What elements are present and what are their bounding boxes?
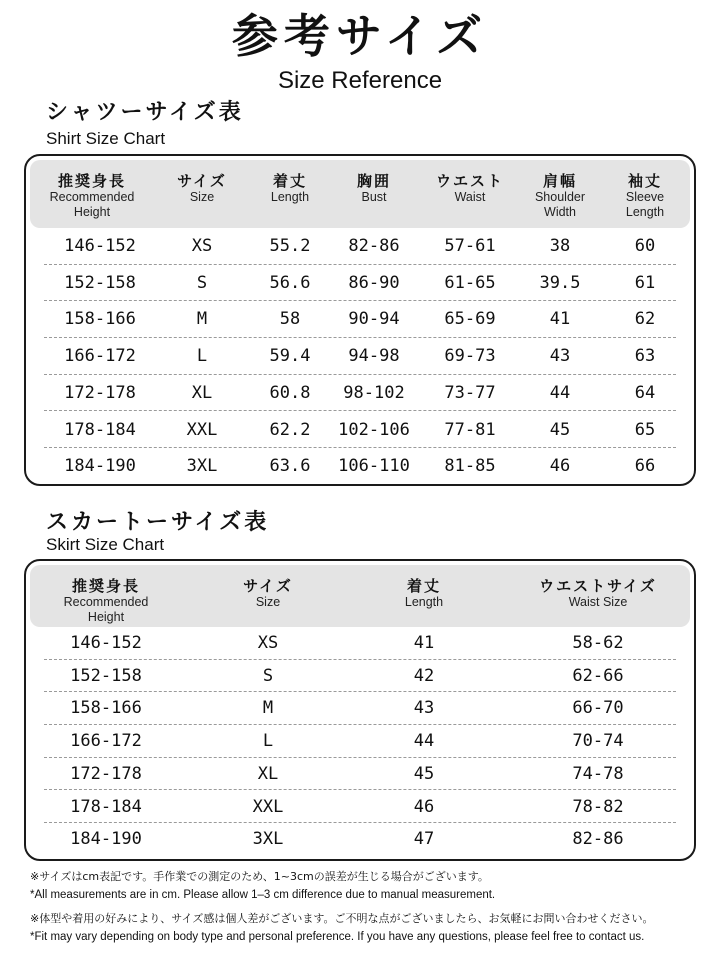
- note-measurement-jp: ※サイズはcm表記です。手作業での測定のため、1~3cmの誤差が生じる場合がございます。: [30, 870, 489, 883]
- skirt-cell-1: XS: [257, 633, 279, 653]
- shirt-cell-3: 86-90: [348, 272, 400, 293]
- shirt-cell-2: 55.2: [269, 236, 311, 256]
- shirt-header-6: [610, 160, 680, 220]
- skirt-cell-0: 146-152: [70, 633, 142, 653]
- skirt-header-en: Size: [255, 595, 281, 609]
- skirt-header-0: [46, 565, 166, 625]
- skirt-cell-3: 66-70: [572, 698, 624, 719]
- shirt-cell-4: 61-65: [444, 272, 496, 293]
- shirt-cell-0: 166-172: [64, 346, 136, 367]
- skirt-cell-3: 62-66: [572, 665, 624, 686]
- shirt-cell-3: 102-106: [338, 419, 410, 440]
- skirt-header-en: Length: [404, 595, 444, 609]
- shirt-chart-title: シャツーサイズ表: [46, 99, 244, 125]
- shirt-cell-1: 3XL: [186, 456, 218, 477]
- shirt-cell-0: 178-184: [64, 419, 136, 440]
- skirt-cell-1: S: [262, 665, 274, 686]
- skirt-size-table: [24, 559, 696, 861]
- table-row: [44, 301, 676, 338]
- table-row: [44, 627, 676, 660]
- table-row: [44, 725, 676, 758]
- shirt-header-en: Waist: [454, 190, 486, 204]
- skirt-cell-3: 70-74: [572, 731, 624, 752]
- skirt-header-2: [374, 565, 474, 610]
- shirt-cell-6: 65: [634, 419, 656, 440]
- skirt-cell-1: XL: [257, 763, 279, 784]
- shirt-cell-1: M: [196, 309, 208, 330]
- shirt-cell-4: 77-81: [444, 419, 496, 440]
- shirt-cell-3: 90-94: [348, 309, 400, 330]
- shirt-cell-1: S: [196, 272, 208, 293]
- shirt-cell-3: 94-98: [348, 346, 400, 367]
- shirt-cell-2: 63.6: [269, 456, 311, 477]
- shirt-cell-5: 46: [549, 456, 571, 477]
- shirt-cell-0: 172-178: [64, 382, 136, 403]
- shirt-cell-6: 60: [634, 236, 656, 256]
- skirt-cell-1: M: [262, 698, 274, 719]
- skirt-cell-0: 152-158: [70, 665, 142, 686]
- table-row: [44, 448, 676, 485]
- shirt-header-jp: 袖丈: [627, 172, 662, 190]
- shirt-cell-5: 43: [549, 346, 571, 367]
- shirt-header-jp: 肩幅: [542, 172, 577, 190]
- skirt-cell-2: 47: [413, 829, 435, 850]
- shirt-cell-0: 152-158: [64, 272, 136, 293]
- skirt-chart-title: スカートーサイズ表: [46, 509, 270, 535]
- shirt-header-en: Recommended Height: [49, 190, 135, 219]
- shirt-cell-4: 81-85: [444, 456, 496, 477]
- skirt-cell-0: 158-166: [70, 698, 142, 719]
- shirt-cell-0: 146-152: [64, 236, 136, 256]
- table-row: [44, 228, 676, 265]
- skirt-cell-3: 74-78: [572, 763, 624, 784]
- skirt-cell-2: 45: [413, 763, 435, 784]
- skirt-cell-2: 44: [413, 731, 435, 752]
- shirt-cell-5: 44: [549, 382, 571, 403]
- table-row: [44, 791, 676, 824]
- shirt-header-jp: 推奨身長: [57, 172, 126, 190]
- note-fit-en: *Fit may vary depending on body type and personal preference. If you have any questions, please feel free to contact us.: [30, 931, 645, 943]
- shirt-header-5: [520, 160, 600, 220]
- shirt-cell-6: 62: [634, 309, 656, 330]
- shirt-cell-3: 82-86: [348, 236, 400, 256]
- shirt-cell-4: 69-73: [444, 346, 496, 367]
- skirt-header-jp: 推奨身長: [71, 577, 140, 595]
- shirt-size-table: [24, 154, 696, 486]
- shirt-table-header: [30, 160, 690, 228]
- shirt-cell-1: XXL: [186, 419, 218, 440]
- skirt-cell-0: 172-178: [70, 763, 142, 784]
- shirt-header-0: [37, 160, 147, 220]
- skirt-cell-0: 166-172: [70, 731, 142, 752]
- shirt-header-4: [425, 160, 515, 205]
- table-row: [44, 660, 676, 693]
- skirt-cell-0: 184-190: [70, 829, 142, 850]
- shirt-header-jp: 着丈: [272, 172, 307, 190]
- skirt-header-1: [218, 565, 318, 610]
- shirt-cell-2: 58: [279, 309, 301, 330]
- shirt-cell-2: 59.4: [269, 346, 311, 367]
- shirt-chart-subtitle: Shirt Size Chart: [46, 129, 166, 148]
- shirt-cell-6: 64: [634, 382, 656, 403]
- note-measurement-en: *All measurements are in cm. Please allow 1–3 cm difference due to manual measurement.: [30, 889, 496, 901]
- shirt-cell-4: 73-77: [444, 382, 496, 403]
- skirt-table-header: [30, 565, 690, 627]
- shirt-cell-6: 61: [634, 272, 656, 293]
- skirt-header-jp: サイズ: [243, 577, 293, 595]
- shirt-cell-5: 38: [549, 236, 571, 256]
- table-row: [44, 823, 676, 856]
- shirt-header-3: [334, 160, 414, 205]
- page-title: 参考サイズ: [231, 9, 489, 63]
- table-row: [44, 692, 676, 725]
- shirt-header-jp: ウエスト: [435, 172, 504, 190]
- table-row: [44, 338, 676, 375]
- note-fit-jp: ※体型や着用の好みにより、サイズ感は個人差がございます。ご不明な点がございましたら、お気軽にお問い合わせください。: [30, 912, 654, 925]
- skirt-cell-1: 3XL: [252, 829, 284, 850]
- shirt-header-2: [250, 160, 330, 205]
- shirt-header-jp: サイズ: [177, 172, 227, 190]
- shirt-cell-2: 60.8: [269, 382, 311, 403]
- shirt-cell-1: XL: [191, 382, 213, 403]
- shirt-cell-5: 45: [549, 419, 571, 440]
- skirt-cell-1: L: [262, 731, 274, 752]
- skirt-header-jp: 着丈: [406, 577, 441, 595]
- shirt-header-en: Sleeve Length: [625, 190, 665, 219]
- shirt-cell-3: 98-102: [343, 382, 405, 403]
- skirt-cell-2: 42: [413, 665, 435, 686]
- shirt-header-en: Size: [189, 190, 215, 204]
- shirt-header-en: Bust: [361, 190, 387, 204]
- shirt-cell-0: 184-190: [64, 456, 136, 477]
- skirt-cell-2: 41: [413, 633, 435, 653]
- shirt-cell-6: 63: [634, 346, 656, 367]
- skirt-cell-3: 82-86: [572, 829, 624, 850]
- skirt-cell-0: 178-184: [70, 796, 142, 817]
- shirt-cell-4: 57-61: [444, 236, 496, 256]
- shirt-header-en: Shoulder Width: [534, 190, 586, 219]
- shirt-header-jp: 胸囲: [356, 172, 391, 190]
- shirt-header-en: Length: [270, 190, 310, 204]
- table-row: [44, 265, 676, 302]
- shirt-cell-1: L: [196, 346, 208, 367]
- skirt-cell-2: 43: [413, 698, 435, 719]
- shirt-cell-4: 65-69: [444, 309, 496, 330]
- skirt-header-en: Recommended Height: [63, 595, 149, 624]
- skirt-header-jp: ウエストサイズ: [539, 577, 657, 595]
- skirt-chart-subtitle: Skirt Size Chart: [46, 535, 165, 554]
- skirt-cell-3: 78-82: [572, 796, 624, 817]
- shirt-header-1: [162, 160, 242, 205]
- shirt-cell-5: 39.5: [539, 272, 581, 293]
- shirt-cell-2: 62.2: [269, 419, 311, 440]
- skirt-cell-3: 58-62: [572, 633, 624, 653]
- page-subtitle: Size Reference: [277, 67, 443, 94]
- skirt-cell-1: XXL: [252, 796, 284, 817]
- table-row: [44, 412, 676, 449]
- shirt-cell-1: XS: [191, 236, 213, 256]
- shirt-cell-3: 106-110: [338, 456, 410, 477]
- shirt-cell-0: 158-166: [64, 309, 136, 330]
- table-row: [44, 758, 676, 791]
- shirt-cell-6: 66: [634, 456, 656, 477]
- skirt-cell-2: 46: [413, 796, 435, 817]
- skirt-header-3: [518, 565, 678, 610]
- shirt-cell-5: 41: [549, 309, 571, 330]
- table-row: [44, 375, 676, 412]
- skirt-header-en: Waist Size: [568, 595, 628, 609]
- shirt-cell-2: 56.6: [269, 272, 311, 293]
